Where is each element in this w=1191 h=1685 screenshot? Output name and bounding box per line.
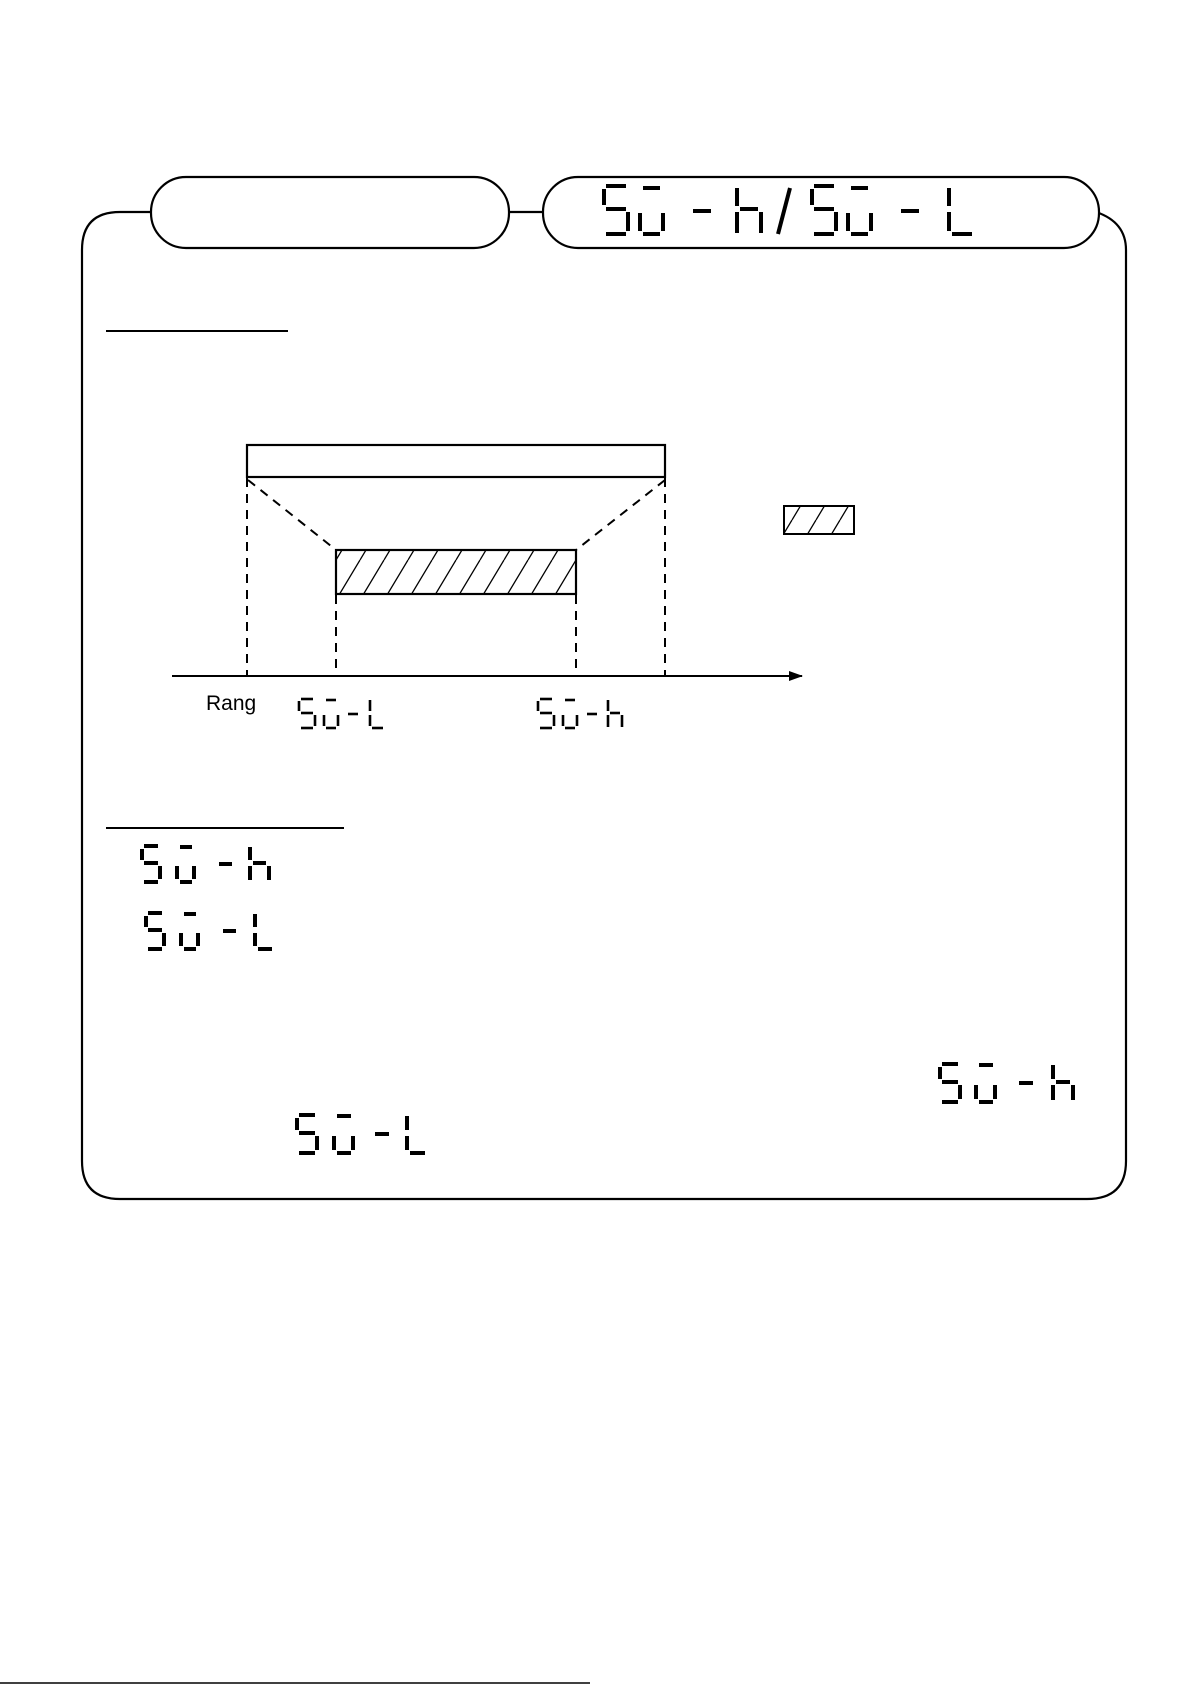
projection-line-left-diag (248, 480, 336, 550)
legend-hatch-swatch (784, 506, 854, 534)
setting-code-high-text: SV-h (200, 866, 203, 867)
high-limit-marker-text: SV-h (570, 715, 573, 716)
note-code-low-text: SV-L (360, 1136, 363, 1137)
range-diagram (172, 445, 854, 728)
high-limit-marker (538, 699, 622, 728)
note-code-high-text: SV-h (1000, 1085, 1003, 1086)
full-range-bar (247, 445, 665, 477)
low-limit-marker-text: SV-L (330, 715, 333, 716)
setting-range-bar (336, 550, 576, 594)
setting-code-high (142, 846, 269, 882)
note-code-high (940, 1064, 1073, 1102)
note-code-low (297, 1115, 425, 1153)
low-limit-marker (299, 699, 383, 728)
setting-code-low (146, 913, 272, 949)
setting-code-low-text: SV-L (200, 933, 203, 934)
range-label: Rang (206, 692, 257, 715)
left-title-tab (151, 177, 509, 248)
projection-line-right-diag (576, 480, 665, 550)
